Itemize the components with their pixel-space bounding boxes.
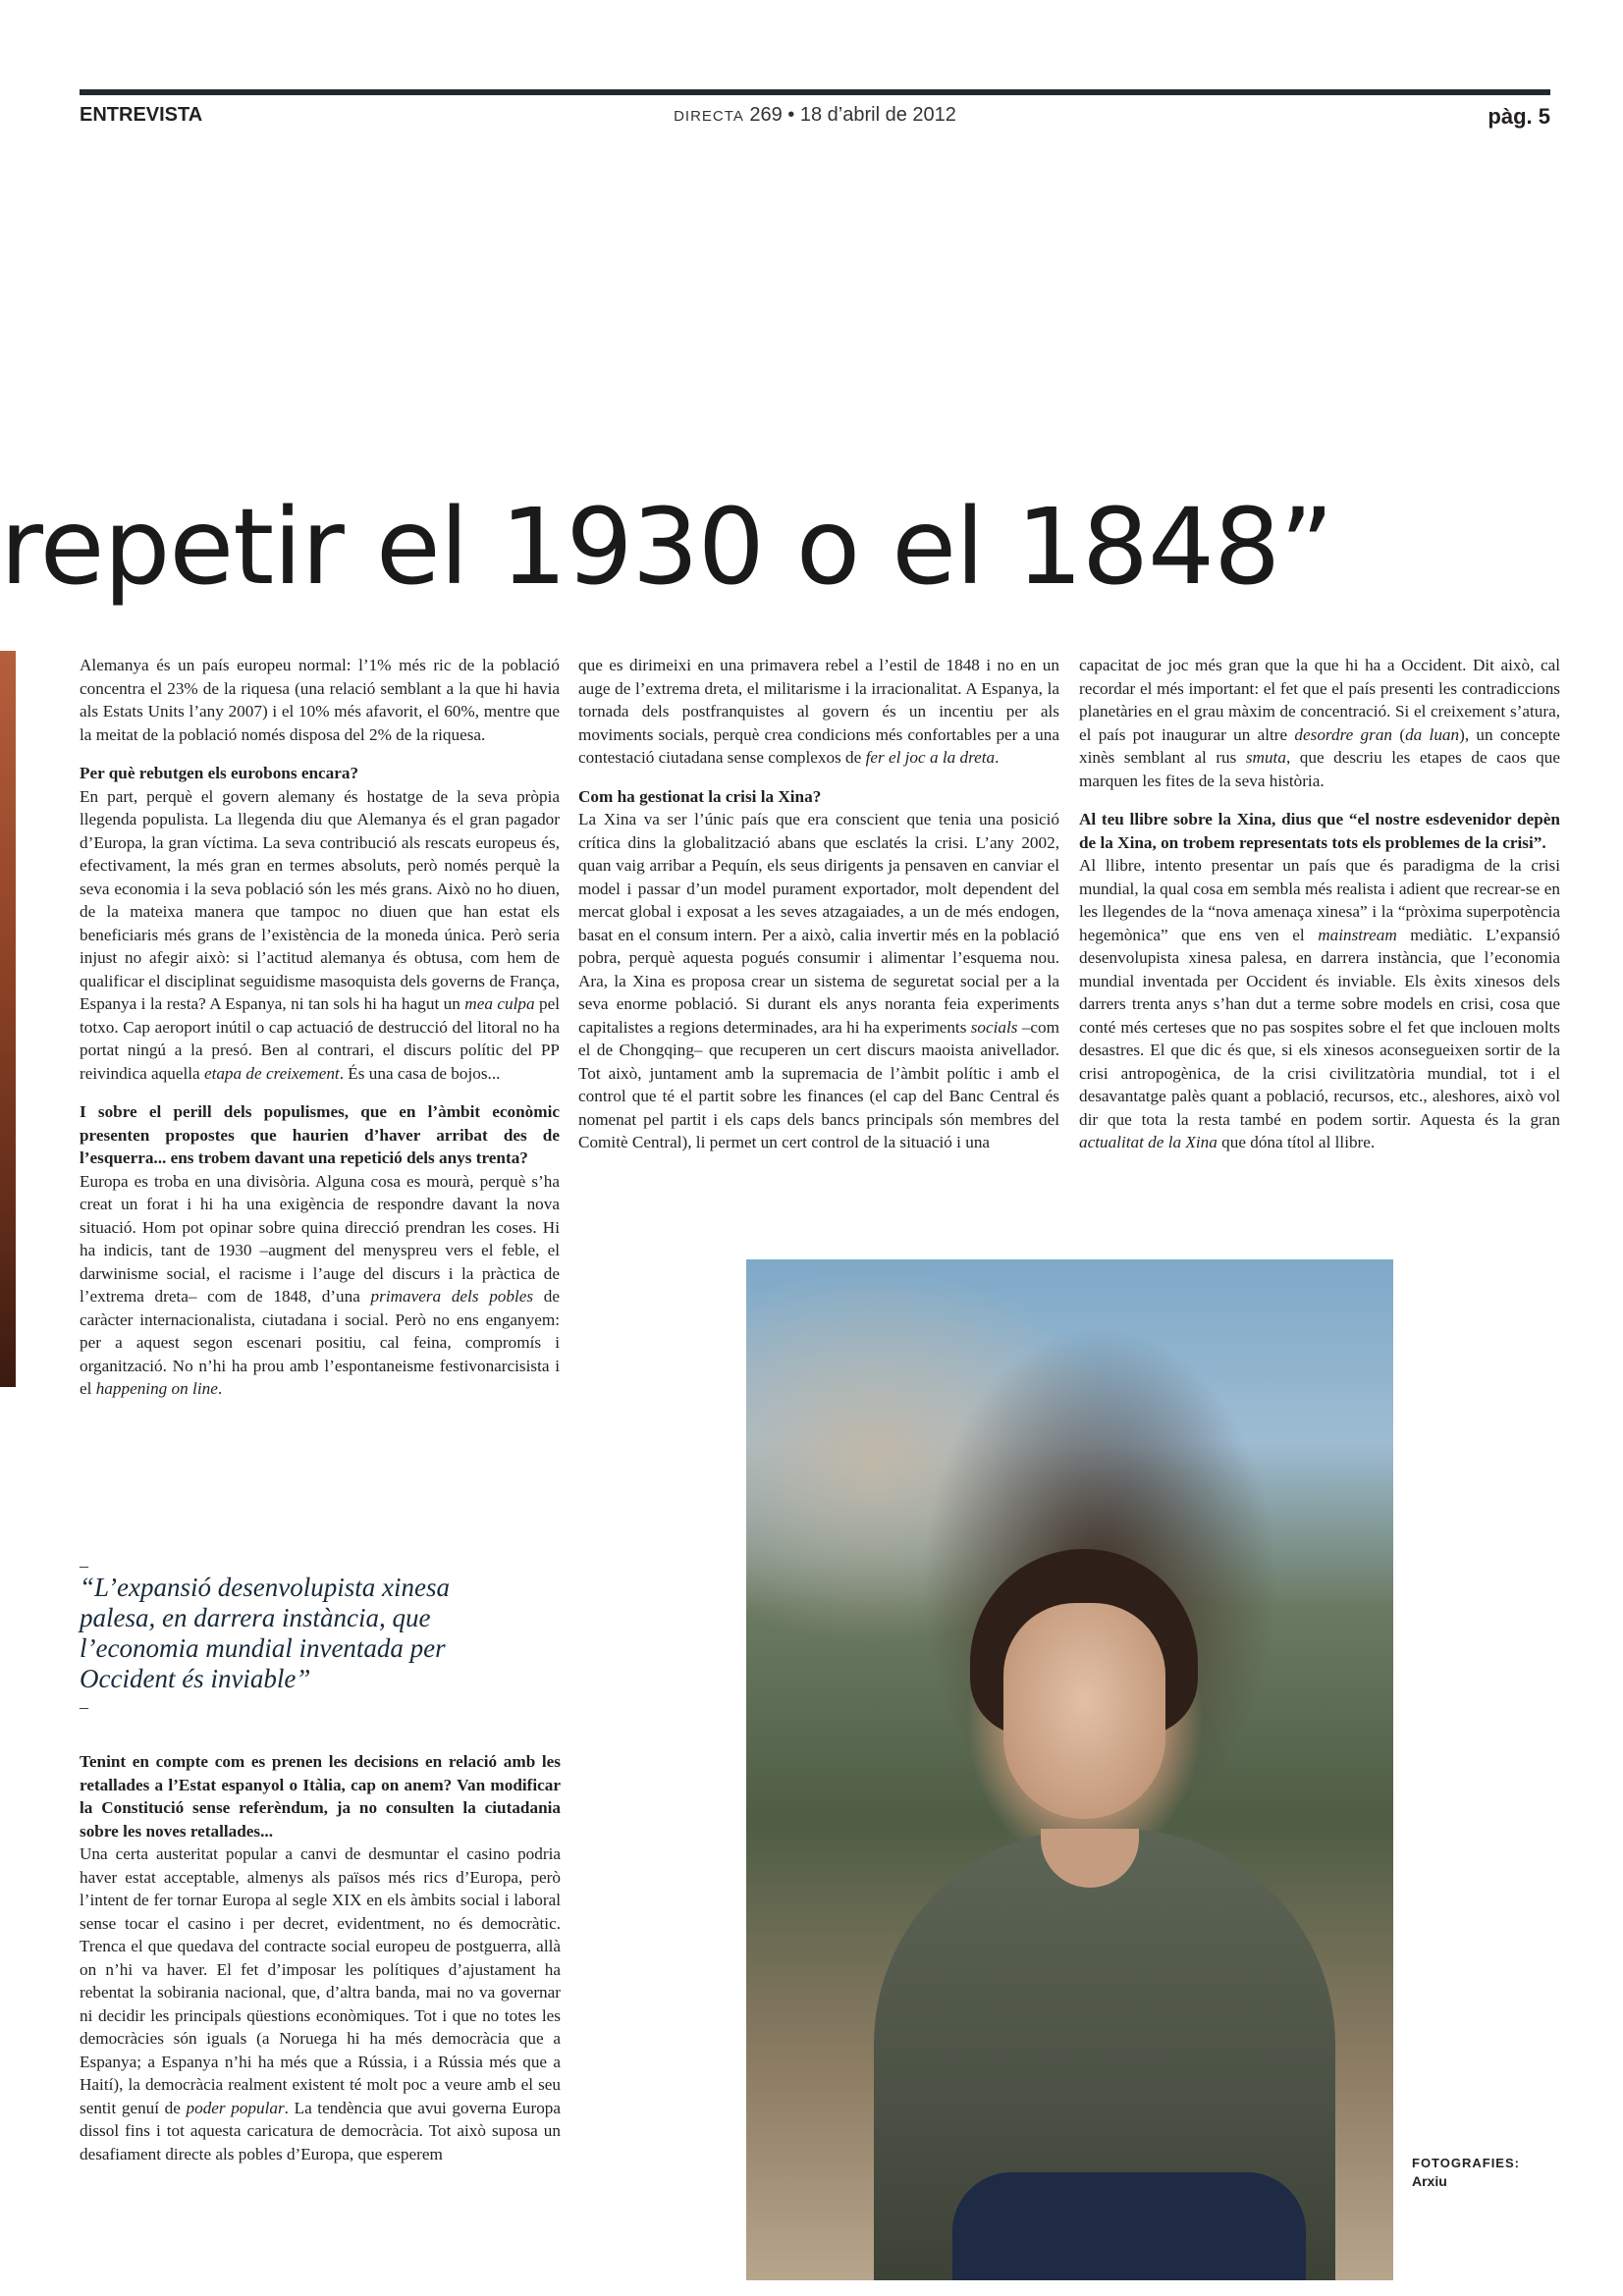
photo-pants bbox=[952, 2172, 1306, 2280]
pull-quote-dash: – bbox=[80, 1556, 88, 1575]
photo-credit-value: Arxiu bbox=[1412, 2173, 1447, 2189]
cropped-photo-edge bbox=[0, 651, 16, 1387]
pull-quote-dash: – bbox=[80, 1697, 88, 1717]
answer: que es dirimeixi en una primavera rebel a l’estil de 1848 i no en un auge de l’extrema dreta, el militarisme i la irracionalitat. A Espanya, la tornada dels postfranquistes al govern és un incentiu per als moviments socials, perquè crea condicions més confortables per a una contestació ciutadana sense complexos de fer el joc a la dreta. bbox=[578, 656, 1059, 767]
answer: Una certa austeritat popular a canvi de desmuntar el casino podria haver estat acceptable, almenys als països més rics d’Europa, però l’intent de fer tornar Europa al segle XIX en els àmbits social i laboral sense tocar el casino i per decret, evidentment, no és democràtic. Trenca el que quedava del contracte social europeu de postguerra, allà on n’hi va haver. El fet d’imposar les polítiques d’ajustament ha rebentat la sobirania nacional, que, d’altra banda, mai no va governar ni decidir les principals qüestions econòmiques. Tot i que no totes les democràcies són iguals (a Noruega hi ha més democràcia que a Espanya; a Espanya n’hi ha més que a Rússia, i a Rússia més que a Haití), la democràcia realment existent té molt poc a veure amb el seu sentit genuí de poder popular. La tendència que avui governa Europa dissol fins i tot aquesta caricatura de democràcia. Tot això suposa un desafiament directe als pobles d’Europa, que esperem bbox=[80, 1844, 562, 2163]
interview-photo bbox=[746, 1259, 1393, 2280]
pull-quote-text: “L’expansió desenvolupista xinesa palesa, en darrera instància, que l’economia mundial inventada per Occident és inviable” bbox=[80, 1573, 450, 1693]
photo-credit bbox=[1412, 2155, 1520, 2190]
article-column-2 bbox=[578, 654, 1059, 1154]
answer: Al llibre, intento presentar un país que és paradigma de la crisi mundial, la qual cosa em sembla més realista i adient que recrear-se en les llegendes de la “nova amenaça xinesa” i la “pròxima superpotència hegemònica” que ens ven el mainstream mediàtic. L’expansió desenvolupista xinesa palesa, en darrera instància, que l’economia mundial inventada per Occident és inviable. Els èxits xinesos dels darrers trenta anys s’han dut a terme sobre models en crisi, cosa que conté més certeses que no pas sospites sobre el fet que inclouen molts desastres. El que dic és que, si els xinesos aconsegueixen sortir de la crisi antropogènica, de la crisi civilitzatòria mundial, tot i el desavantatge palès quant a població, recursos, etc., aleshores, això vol dir que tota la resta també en podem sortir. Aquesta és la gran actualitat de la Xina que dóna títol al llibre. bbox=[1079, 856, 1560, 1151]
issue-info bbox=[638, 104, 992, 127]
pull-quote bbox=[80, 1556, 531, 1717]
question: Tenint en compte com es prenen les decisions en relació amb les retallades a l’Estat espanyol o Itàlia, cap on anem? Van modificar la Constitució sense referèndum, ja no consulten la ciutadania sobre les noves retallades... bbox=[80, 1752, 561, 1841]
question: Al teu llibre sobre la Xina, dius que “el nostre esdevenidor depèn de la Xina, on trobem representats tots els problemes de la crisi”. bbox=[1079, 810, 1560, 852]
photo-credit-label: FOTOGRAFIES: bbox=[1412, 2156, 1520, 2170]
answer: La Xina va ser l’únic país que era conscient que tenia una posició crítica dins la globalització abans que esclatés la crisi. L’any 2002, quan vaig arribar a Pequín, els seus dirigents ja pensaven en canviar el model i passar d’un model purament exportador, molt dependent del mercat global i exposat a les seves atzagaiades, a un de més endogen, basat en el consum intern. Per a això, calia invertir més en la població pobra, perquè aquesta pogués consumir i alimentar l’esquema nou. Ara, la Xina es proposa crear un sistema de seguretat social per a la seva enorme població. Si durant els anys noranta feia experiments capitalistes a regions determinades, ara hi ha experiments socials –com el de Chongqing– que recuperen un cert discurs maoista anivellador. Tot això, juntament amb la supremacia de l’àmbit polític i amb el control que té el partit sobre les finances (el cap del Banc Central és nomenat pel partit i els caps dels bancs principals són membres del Comitè Central), li permet un cert control de la situació i una bbox=[578, 810, 1059, 1151]
answer: Europa es troba en una divisòria. Alguna cosa es mourà, perquè s’ha creat un forat i hi ha una exigència de respondre davant la nova situació. Hom pot opinar sobre quina direcció prendran les coses. Hi ha indicis, tant de 1930 –augment del menyspreu vers el feble, el darwinisme social, el racisme i l’auge del discurs i la pràctica de l’extrema dreta– com de 1848, d’una primavera dels pobles de caràcter internacionalista, ciutadana i social. Però no ens enganyem: per a aquest segon escenari positiu, cal feina, compromís i organització. No n’hi ha prou amb l’espontaneisme festivonarcisista i el happening on line. bbox=[80, 1171, 560, 1398]
article-column-1 bbox=[80, 654, 560, 1401]
publication-name: DIRECTA bbox=[674, 108, 744, 125]
article-column-1-lower bbox=[80, 1750, 561, 2165]
question: Per què rebutgen els eurobons encara? bbox=[80, 764, 359, 782]
header-rule bbox=[80, 89, 1550, 95]
issue-date: 269 • 18 d’abril de 2012 bbox=[743, 104, 956, 126]
answer: capacitat de joc més gran que la que hi ha a Occident. Dit això, cal recordar el més important: el fet que el país presenti les contradiccions planetàries en el grau màxim de concentració. Si el creixement s’atura, el país pot inaugurar un altre desordre gran (da luan), un concepte xinès semblant al rus smuta, que descriu les etapes de caos que marquen les fites de la seva història. bbox=[1079, 656, 1560, 790]
photo-face bbox=[1003, 1603, 1165, 1819]
page-number: pàg. 5 bbox=[1488, 104, 1550, 129]
headline: repetir el 1930 o el 1848” bbox=[0, 487, 1333, 609]
paragraph: Alemanya és un país europeu normal: l’1% més ric de la població concentra el 23% de la riquesa (una relació semblant a la que hi havia als Estats Units l’any 2007) i el 10% més afavorit, el 60%, mentre que la meitat de la població només disposa del 2% de la riquesa. bbox=[80, 656, 560, 744]
answer: En part, perquè el govern alemany és hostatge de la seva pròpia llegenda populista. La llegenda diu que Alemanya és el gran pagador d’Europa, la gran víctima. La seva contribució als rescats europeus és, efectivament, la més gran en termes absoluts, però només perquè la seva economia i la seva població són les més grans. Això no ho diuen, de la mateixa manera que tampoc no diuen que han estat els beneficiaris més grans de l’existència de la moneda única. Però seria injust no afegir això: si l’actitud alemanya és obtusa, com hem de qualificar el disciplinat seguidisme masoquista dels governs de França, Espanya i la resta? A Espanya, ni tan sols hi ha hagut un mea culpa pel totxo. Cap aeroport inútil o cap actuació de destrucció del litoral no ha portat ningú a la presó. Ben al contrari, el discurs polític del PP reivindica aquella etapa de creixement. És una casa de bojos... bbox=[80, 786, 560, 1083]
section-label: ENTREVISTA bbox=[80, 104, 203, 126]
question: I sobre el perill dels populismes, que en l’àmbit econòmic presenten propostes que haurien d’haver arribat des de l’esquerra... ens trobem davant una repetició dels anys trenta? bbox=[80, 1102, 560, 1167]
article-column-3 bbox=[1079, 654, 1560, 1154]
question: Com ha gestionat la crisi la Xina? bbox=[578, 786, 822, 806]
